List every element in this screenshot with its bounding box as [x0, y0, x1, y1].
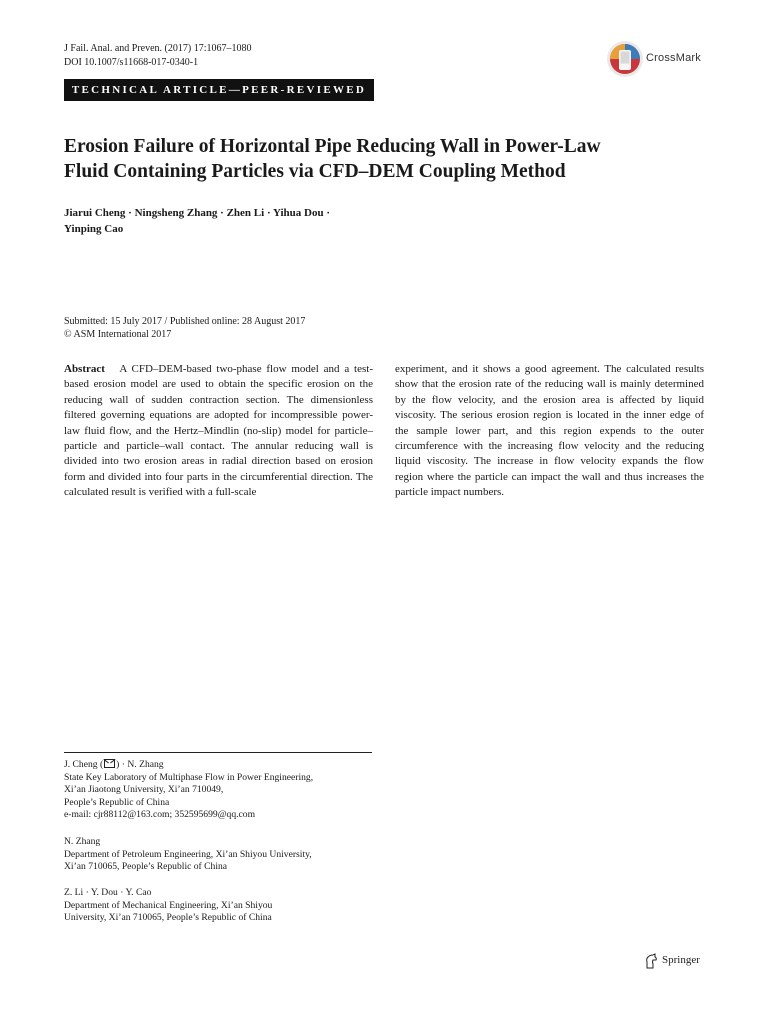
publisher-name: Springer	[662, 954, 700, 966]
article-title	[64, 134, 704, 184]
title-line-2: Fluid Containing Particles via CFD–DEM Coupling Method	[64, 161, 566, 182]
affiliation-line: State Key Laboratory of Multiphase Flow in Power Engineering,	[64, 771, 314, 783]
abstract-text-left: A CFD–DEM-based two-phase flow model and a test-based erosion model are used to obtain the specific erosion on the reducing wall of sudden contraction section. The dimensionless filtered governing equations are adopted for incompressible power-law fluid flow, and the Hertz–Mindlin (no-slip) model for particle–particle and particle–wall contact. The annular reducing wall is divided into two erosion areas in radial direction based on erosion form and divided into four parts in the circumferential direction. The calculated result is verified with a full-scale	[64, 363, 373, 499]
authors-line-1: Jiarui Cheng · Ningsheng Zhang · Zhen Li · Yihua Dou ·	[64, 207, 331, 219]
affiliation-line: University, Xi’an 710065, People’s Republic of China	[64, 912, 272, 924]
crossmark-logo-icon	[606, 40, 644, 78]
affiliation-line: Xi’an Jiaotong University, Xi’an 710049,	[64, 784, 224, 796]
affiliation-1	[64, 759, 384, 822]
affiliation-names-pre: J. Cheng (	[64, 759, 104, 770]
affiliation-line: Xi’an 710065, People’s Republic of China	[64, 861, 228, 873]
affiliation-line: Department of Petroleum Engineering, Xi’an Shiyou University,	[64, 848, 312, 860]
affiliation-names: N. Zhang	[64, 836, 101, 847]
affiliation-line: Department of Mechanical Engineering, Xi’an Shiyou	[64, 899, 273, 911]
springer-logo	[644, 952, 724, 970]
article-type-banner: TECHNICAL ARTICLE—PEER-REVIEWED	[64, 79, 374, 101]
springer-horse-logo-icon	[644, 953, 658, 969]
affiliation-line: People’s Republic of China	[64, 796, 170, 808]
affiliation-2	[64, 836, 384, 874]
authors-line-2: Yinping Cao	[64, 223, 124, 235]
journal-citation: J Fail. Anal. and Preven. (2017) 17:1067–1080	[64, 43, 252, 54]
doi[interactable]: DOI 10.1007/s11668-017-0340-1	[64, 57, 199, 68]
abstract-column-left	[64, 362, 373, 501]
affiliation-names	[64, 759, 384, 772]
crossmark-label: CrossMark	[646, 52, 701, 64]
affiliation-names: Z. Li · Y. Dou · Y. Cao	[64, 887, 152, 898]
title-line-1: Erosion Failure of Horizontal Pipe Reducing Wall in Power-Law	[64, 136, 601, 157]
affiliation-names-post: ) · N. Zhang	[116, 759, 164, 770]
copyright-notice: © ASM International 2017	[64, 329, 172, 340]
crossmark-badge[interactable]	[606, 40, 716, 78]
affiliation-3	[64, 887, 384, 925]
submitted-published: Submitted: 15 July 2017 / Published online: 28 August 2017	[64, 316, 306, 327]
author-list	[64, 205, 424, 237]
affiliation-email[interactable]: e-mail: cjr88112@163.com; 352595699@qq.com	[64, 809, 256, 821]
abstract-column-right	[395, 362, 704, 501]
abstract-heading: Abstract	[64, 363, 105, 375]
footnote-divider	[64, 752, 372, 753]
publication-dates	[64, 315, 305, 341]
abstract-text-right: experiment, and it shows a good agreement. The calculated results show that the erosion rate of the reducing wall is mainly determined by the flow velocity, and the erosion area is affected by liquid viscosity. The serious erosion region is located in the inner edge of the sample lower part, and this region expends to the outer circumference with the increasing flow velocity and the reducing liquid viscosity. The increase in flow velocity expands the flow region where the particle can impact the wall and thus increases the particle impact numbers.	[395, 363, 704, 499]
envelope-icon[interactable]	[104, 759, 115, 768]
